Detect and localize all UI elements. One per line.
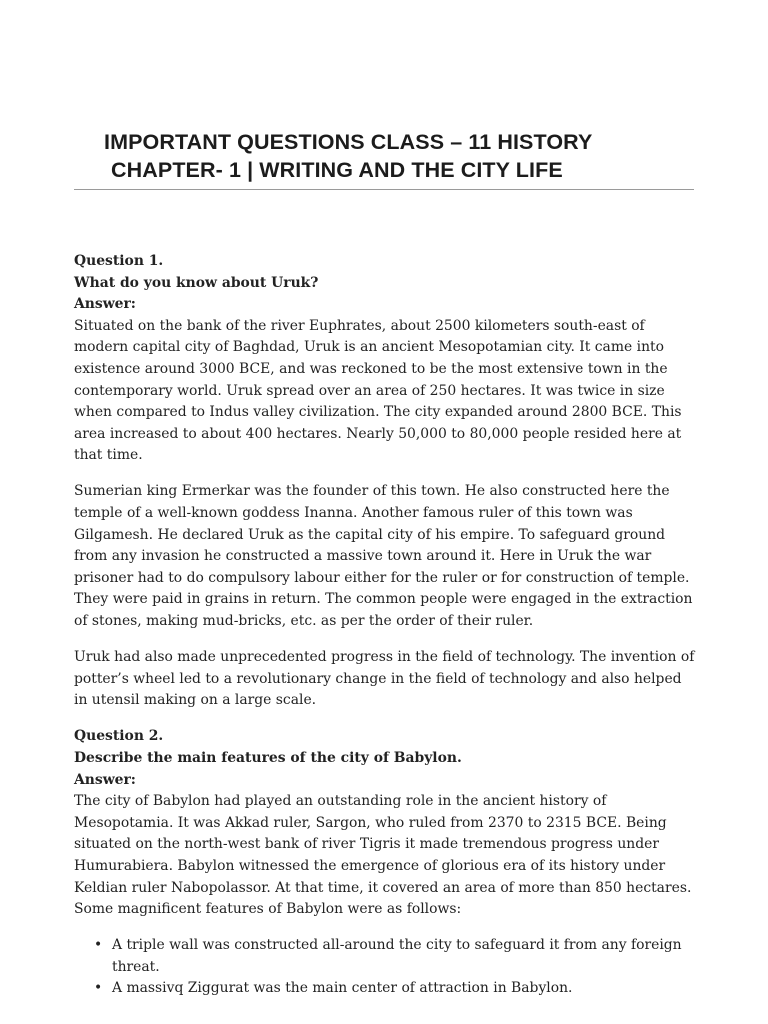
answer-2-paragraph-1: The city of Babylon had played an outstanding role in the ancient history of Mesopotamia. It was Akkad ruler, Sargon, who ruled from 2370 to 2315 BCE. Being situated on the north-west bank of river Tigris it made tremendous progress under Humurabiera. Babylon witnessed the emergence of glorious era of its history under Keldian ruler Nabopolassor. At that time, it covered an area of more than 850 hectares. Some magnificent features of Babylon were as follows: xyxy=(74,793,692,918)
title-divider xyxy=(74,189,694,190)
answer-1-paragraph-2: Sumerian king Ermerkar was the founder of this town. He also constructed here the temple of a well-known goddess Inanna. Another famous ruler of this town was Gilgamesh. He declared Uruk as the capital city of his empire. To safeguard ground from any invasion he constructed a massive town around it. Here in Uruk the war prisoner had to do compulsory labour either for the ruler or for construction of temple. They were paid in grains in return. The common people were engaged in the extraction of stones, making mud-bricks, etc. as per the order of their ruler. xyxy=(74,483,693,629)
bullet-icon: • xyxy=(94,937,103,954)
list-item xyxy=(74,978,696,1000)
list-item xyxy=(74,935,696,978)
question-block-2 xyxy=(74,726,696,1000)
question-1-label: Question 1. xyxy=(74,253,164,269)
list-item-text: A triple wall was constructed all-around the city to safeguard it from any foreign threat. xyxy=(112,937,682,975)
question-1-text: What do you know about Uruk? xyxy=(74,274,319,291)
answer-1-paragraph-1: Situated on the bank of the river Euphrates, about 2500 kilometers south-east of modern capital city of Baghdad, Uruk is an ancient Mesopotamian city. It came into existence around 3000 BCE, and was reckoned to be the most extensive town in the contemporary world. Uruk spread over an area of 250 hectares. It was twice in size when compared to Indus valley civilization. The city expanded around 2800 BCE. This area increased to about 400 hectares. Nearly 50,000 to 80,000 people resided here at that time. xyxy=(74,317,682,464)
answer-2-bullet-list xyxy=(74,935,696,1000)
title-line-2: CHAPTER- 1 | WRITING AND THE CITY LIFE xyxy=(111,158,563,182)
document-title xyxy=(104,128,704,184)
document-body xyxy=(74,251,696,1015)
title-line-1: IMPORTANT QUESTIONS CLASS – 11 HISTORY xyxy=(104,130,593,154)
question-block-1 xyxy=(74,251,696,467)
question-2-label: Question 2. xyxy=(74,728,164,745)
question-2-text: Describe the main features of the city of Babylon. xyxy=(74,749,462,766)
list-item-text: A massivq Ziggurat was the main center of attraction in Babylon. xyxy=(112,980,573,997)
answer-2-label: Answer: xyxy=(74,771,136,788)
answer-1-label: Answer: xyxy=(74,296,136,313)
answer-1-paragraph-3: Uruk had also made unprecedented progress in the field of technology. The invention of potter’s wheel led to a revolutionary change in the field of technology and also helped in utensil making on a large scale. xyxy=(74,649,695,709)
bullet-icon: • xyxy=(94,980,103,997)
